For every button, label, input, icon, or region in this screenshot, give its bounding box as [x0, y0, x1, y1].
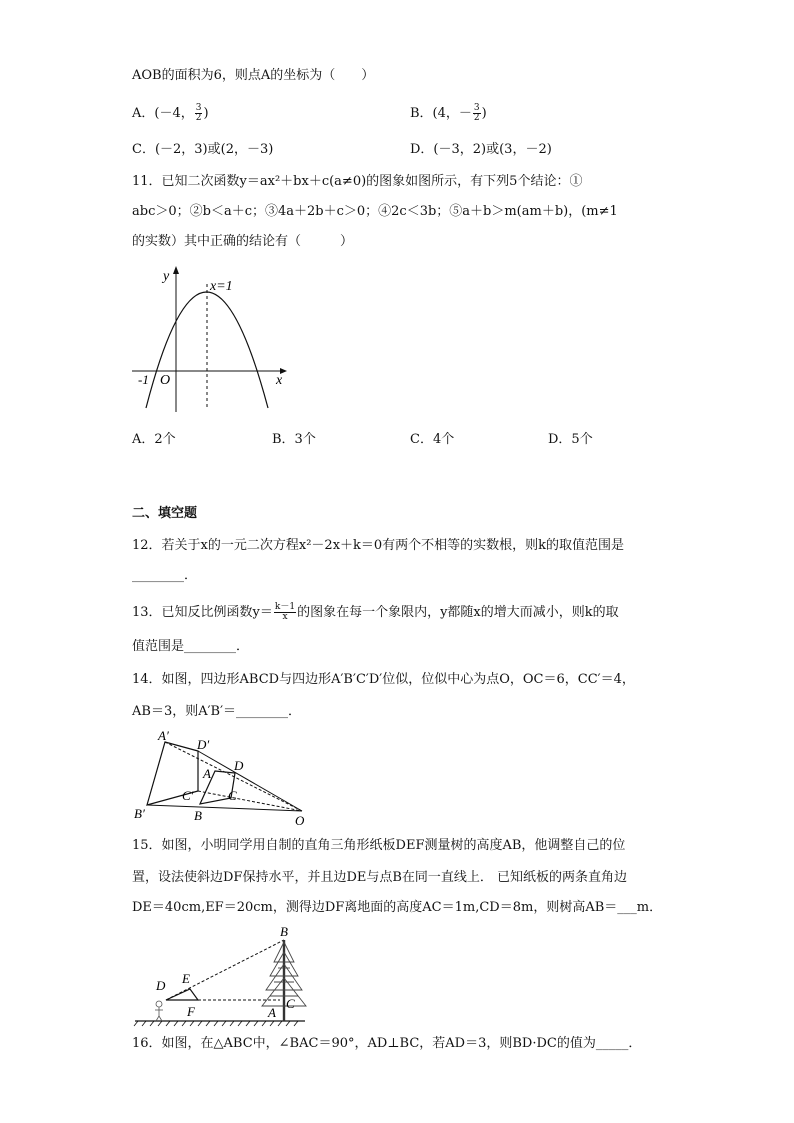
sight-line-de-b — [166, 940, 284, 1000]
q13-text-pre: 13．已知反比例函数y＝ — [132, 605, 273, 620]
symmetry-label: x=1 — [210, 279, 233, 294]
q15-line-2: 置，设法使斜边DF保持水平，并且边DE与点B在同一直线上． 已知纸板的两条直角边 — [132, 870, 628, 885]
q11-option-c: C．4个 — [410, 432, 455, 447]
label-c1: C′ — [182, 788, 194, 803]
neg-one-label: -1 — [138, 372, 149, 387]
label-d: D — [156, 978, 166, 993]
section-title-fill-in: 二、填空题 — [132, 506, 198, 521]
q10-stem-tail: AOB的面积为6，则点A的坐标为（ ） — [132, 68, 375, 83]
q15-line-3: DE＝40cm,EF＝20cm，测得边DF离地面的高度AC＝1m,CD＝8m，则树高AB＝___m． — [132, 900, 663, 915]
x-axis-label: x — [276, 373, 283, 388]
label-c: C — [228, 788, 237, 803]
origin-label: O — [160, 373, 171, 388]
q11-line-2: abc＞0；②b＜a＋c；③4a＋2b＋c＞0；④2c＜3b；⑤a＋b＞m(am＋b)，(m≠1 — [132, 204, 618, 219]
q12-line-2: ________． — [132, 568, 198, 583]
q10-option-d: D．(－3，2)或(3，－2) — [410, 142, 552, 157]
q11-line-1: 11．已知二次函数y＝ax²＋bx＋c(a≠0)的图象如图所示，有下列5个结论：① — [132, 174, 583, 189]
q10-option-a-text: A．(－4， — [132, 106, 194, 121]
triangle-def — [166, 989, 198, 1000]
label-a: A — [203, 766, 211, 781]
q13-line-2: 值范围是________． — [132, 639, 250, 654]
q10-option-c: C．(－2，3)或(2，－3) — [132, 142, 274, 157]
label-a: A — [268, 1005, 276, 1020]
label-b: B — [280, 924, 288, 939]
q14-line-2: AB＝3，则A′B′＝________． — [132, 704, 302, 719]
q13-line-1 — [132, 603, 619, 623]
q10-option-b-fraction: $\frac{3}{2}$ — [473, 103, 480, 123]
q10-option-a-fraction: $\frac{3}{2}$ — [195, 103, 202, 123]
y-axis-label: y — [163, 269, 170, 284]
q15-tree-figure — [130, 924, 320, 1029]
label-c: C — [286, 996, 295, 1011]
person-icon — [155, 1001, 163, 1021]
q14-homothety-figure — [130, 726, 320, 826]
q10-option-a: A．(－4， $\frac{3}{2}$ ) — [132, 103, 209, 123]
q13-text-post: 的图象在每一个象限内，y都随x的增大而减小，则k的取 — [297, 605, 619, 620]
ray-b1-o — [147, 805, 302, 811]
ray-d1-o — [198, 751, 302, 811]
label-b: B — [194, 808, 202, 823]
q11-line-3: 的实数）其中正确的结论有（ ） — [132, 234, 354, 249]
q12-line-1: 12．若关于x的一元二次方程x²－2x＋k＝0有两个不相等的实数根，则k的取值范围是 — [132, 538, 625, 553]
label-f: F — [187, 1004, 195, 1019]
label-o: O — [295, 813, 305, 826]
y-axis-arrow — [173, 266, 179, 274]
q11-option-a: A．2个 — [132, 432, 176, 447]
q11-option-b: B．3个 — [272, 432, 316, 447]
label-e: E — [182, 971, 190, 986]
q16-line-1: 16．如图，在△ABC中，∠BAC＝90°，AD⊥BC，若AD＝3，则BD·DC的值为_____． — [132, 1036, 642, 1051]
q15-line-1: 15．如图，小明同学用自制的直角三角形纸板DEF测量树的高度AB，他调整自己的位 — [132, 838, 626, 853]
label-d: D — [234, 758, 244, 773]
q10-option-b: B．(4，－ $\frac{3}{2}$ ) — [410, 103, 487, 123]
q11-option-d: D．5个 — [548, 432, 593, 447]
q14-line-1: 14．如图，四边形ABCD与四边形A′B′C′D′位似，位似中心为点O，OC＝6，CC′＝4， — [132, 672, 635, 687]
q10-option-b-text: B．(4，－ — [410, 106, 472, 121]
q11-parabola-graph — [130, 262, 300, 422]
label-d1: D′ — [197, 737, 210, 752]
q13-fraction: $\frac{k-1}{x}$ — [274, 602, 296, 622]
ground-hatch — [134, 1021, 298, 1026]
label-b1: B′ — [134, 806, 145, 821]
label-a1: A′ — [158, 728, 169, 743]
